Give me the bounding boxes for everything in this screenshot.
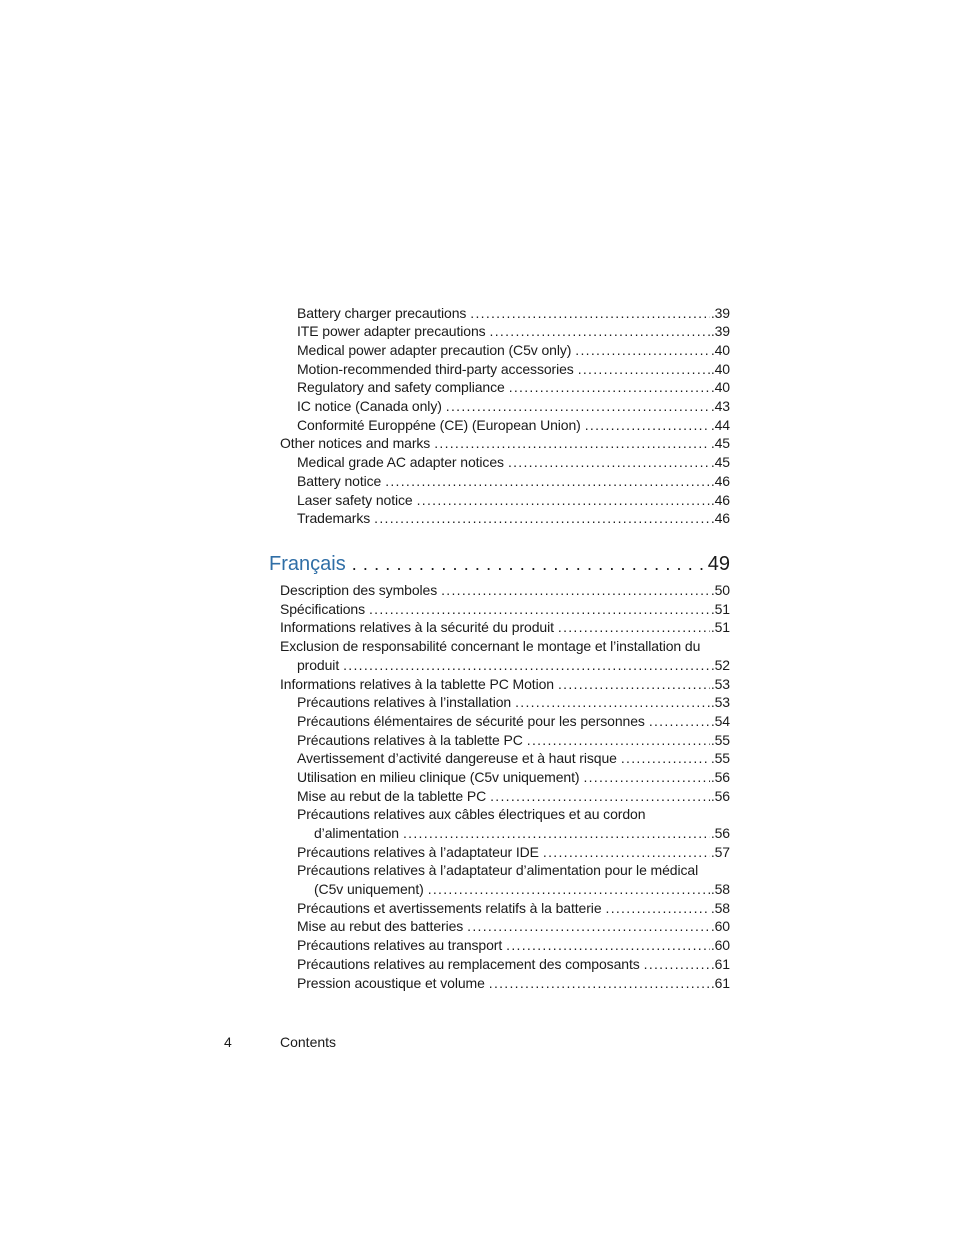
toc-entry-title: Laser safety notice — [297, 492, 413, 508]
toc-entry-page: .55 — [710, 732, 730, 748]
toc-entry-wrapped-line[interactable] — [280, 637, 730, 656]
toc-entry-title: Précautions relatives à l’adaptateur d’alimentation pour le médical — [297, 862, 699, 878]
toc-entry-page: .57 — [710, 844, 730, 860]
toc-entry[interactable] — [297, 712, 730, 731]
toc-entry-page: .56 — [710, 825, 730, 841]
toc-entry-page: .56 — [710, 769, 730, 785]
toc-section-heading[interactable] — [269, 553, 730, 581]
toc-entry-page: .46 — [710, 510, 730, 526]
toc-entry[interactable] — [297, 322, 730, 341]
toc-entry-page: .52 — [710, 657, 730, 673]
toc-entry-title: Trademarks — [297, 510, 371, 526]
toc-entry[interactable] — [297, 955, 730, 974]
dot-leader — [446, 397, 710, 416]
dot-leader — [508, 453, 710, 472]
dot-leader — [467, 917, 710, 936]
toc-entry-title: Précautions et avertissements relatifs à la batterie — [297, 900, 602, 916]
toc-entry-page: .45 — [710, 454, 730, 470]
toc-entry-title: Précautions relatives à l’installation — [297, 694, 512, 710]
toc-entry-page: .39 — [710, 323, 730, 339]
toc-entry-page: .56 — [710, 788, 730, 804]
dot-leader — [558, 675, 710, 694]
dot-leader — [585, 416, 710, 435]
dot-leader — [490, 322, 710, 341]
toc-entry-title: Mise au rebut des batteries — [297, 918, 464, 934]
toc-entry-title: (C5v uniquement) — [314, 881, 424, 897]
toc-entry[interactable] — [297, 360, 730, 379]
toc-entry[interactable] — [297, 656, 730, 675]
dot-leader — [509, 378, 710, 397]
toc-entry-title: Medical power adapter precaution (C5v only) — [297, 342, 572, 358]
toc-entry-wrapped-line[interactable] — [297, 805, 730, 824]
toc-entry-title: Medical grade AC adapter notices — [297, 454, 504, 470]
dot-leader — [352, 554, 706, 575]
page-number: 4 — [224, 1034, 232, 1050]
dot-leader — [606, 899, 710, 918]
footer-label: Contents — [280, 1034, 337, 1050]
toc-entry[interactable] — [297, 974, 730, 993]
toc-entry-page: .45 — [710, 435, 730, 451]
toc-entry-page: .40 — [710, 379, 730, 395]
dot-leader — [470, 304, 710, 323]
toc-entry-title: Précautions relatives aux câbles électriques et au cordon — [297, 806, 646, 822]
dot-leader — [490, 787, 710, 806]
toc-entry[interactable] — [297, 843, 730, 862]
toc-entry-page: .46 — [710, 492, 730, 508]
toc-entry[interactable] — [297, 509, 730, 528]
toc-entry[interactable] — [280, 675, 730, 694]
toc-entry[interactable] — [297, 453, 730, 472]
toc-entry[interactable] — [280, 618, 730, 637]
section-page: 49 — [707, 553, 730, 575]
toc-entry-page: .60 — [710, 937, 730, 953]
toc-entry-title: Battery notice — [297, 473, 382, 489]
dot-leader — [644, 955, 710, 974]
toc-entry[interactable] — [314, 880, 730, 899]
toc-entry[interactable] — [297, 899, 730, 918]
dot-leader — [428, 880, 710, 899]
dot-leader — [649, 712, 710, 731]
toc-entry[interactable] — [297, 378, 730, 397]
toc-entry-page: .39 — [710, 305, 730, 321]
toc-entry[interactable] — [297, 397, 730, 416]
dot-leader — [621, 749, 710, 768]
toc-entry[interactable] — [297, 491, 730, 510]
toc-entry[interactable] — [297, 731, 730, 750]
toc-entry-page: .51 — [710, 601, 730, 617]
dot-leader — [575, 341, 710, 360]
dot-leader — [558, 618, 710, 637]
toc-entry-title: Motion-recommended third-party accessories — [297, 361, 574, 377]
dot-leader — [527, 731, 710, 750]
dot-leader — [403, 824, 710, 843]
toc-entry-title: Regulatory and safety compliance — [297, 379, 505, 395]
toc-entry-title: Spécifications — [280, 601, 365, 617]
dot-leader — [374, 509, 710, 528]
dot-leader — [434, 434, 710, 453]
toc-entry-page: .43 — [710, 398, 730, 414]
dot-leader — [343, 656, 710, 675]
section-title: Français — [269, 553, 346, 575]
toc-entry-page: .55 — [710, 750, 730, 766]
toc-entry-title: Précautions élémentaires de sécurité pour les personnes — [297, 713, 645, 729]
toc-entry-page: .46 — [710, 473, 730, 489]
toc-entry[interactable] — [297, 341, 730, 360]
toc-entry-title: Other notices and marks — [280, 435, 431, 451]
toc-entry-title: Battery charger precautions — [297, 305, 467, 321]
toc-entry[interactable] — [297, 749, 730, 768]
dot-leader — [417, 491, 710, 510]
dot-leader — [441, 581, 710, 600]
toc-entry-title: IC notice (Canada only) — [297, 398, 442, 414]
dot-leader — [506, 936, 710, 955]
toc-entry-page: .44 — [710, 417, 730, 433]
toc-entry[interactable] — [297, 416, 730, 435]
toc-entry-title: d’alimentation — [314, 825, 399, 841]
toc-entry[interactable] — [314, 824, 730, 843]
dot-leader — [489, 974, 710, 993]
toc-entry-title: Pression acoustique et volume — [297, 975, 485, 991]
toc-entry-title: Précautions relatives au transport — [297, 937, 503, 953]
toc-entry-title: Précautions relatives à l’adaptateur IDE — [297, 844, 539, 860]
toc-entry-title: Exclusion de responsabilité concernant le montage et l’installation du — [280, 638, 701, 654]
toc-entry-page: .61 — [710, 975, 730, 991]
toc-entry-title: Informations relatives à la sécurité du produit — [280, 619, 554, 635]
toc-entry-title: Description des symboles — [280, 582, 438, 598]
toc-entry[interactable] — [297, 472, 730, 491]
dot-leader — [515, 693, 710, 712]
toc-entry[interactable] — [297, 917, 730, 936]
toc-entry-title: Conformité Europpéne (CE) (European Union) — [297, 417, 581, 433]
toc-entry-page: .54 — [710, 713, 730, 729]
dot-leader — [369, 600, 710, 619]
toc-entry[interactable] — [280, 581, 730, 600]
toc-entry-page: .51 — [710, 619, 730, 635]
toc-entry[interactable] — [297, 693, 730, 712]
toc-entry-page: .61 — [710, 956, 730, 972]
toc-entry-title: Précautions relatives au remplacement des composants — [297, 956, 640, 972]
toc-entry[interactable] — [297, 787, 730, 806]
toc-entry[interactable] — [297, 304, 730, 323]
dot-leader — [583, 768, 709, 787]
toc-entry[interactable] — [280, 434, 730, 453]
toc-entry-title: Mise au rebut de la tablette PC — [297, 788, 487, 804]
toc-entry-page: .58 — [710, 881, 730, 897]
toc-entry-page: .40 — [710, 361, 730, 377]
toc-entry-title: Précautions relatives à la tablette PC — [297, 732, 523, 748]
toc-entry-title: produit — [297, 657, 340, 673]
dot-leader — [385, 472, 710, 491]
toc-entry-title: Avertissement d’activité dangereuse et à haut risque — [297, 750, 617, 766]
toc-entry-page: .40 — [710, 342, 730, 358]
toc-entry-title: Utilisation en milieu clinique (C5v uniquement) — [297, 769, 580, 785]
toc-entry-wrapped-line[interactable] — [297, 861, 730, 880]
dot-leader — [578, 360, 710, 379]
toc-entry[interactable] — [280, 600, 730, 619]
toc-entry-title: ITE power adapter precautions — [297, 323, 486, 339]
toc-entry[interactable] — [297, 768, 730, 787]
dot-leader — [543, 843, 710, 862]
toc-entry-title: Informations relatives à la tablette PC Motion — [280, 676, 554, 692]
toc-entry-page: .53 — [710, 694, 730, 710]
toc-entry-page: .53 — [710, 676, 730, 692]
toc-entry-page: .60 — [710, 918, 730, 934]
toc-entry[interactable] — [297, 936, 730, 955]
toc-entry-page: .50 — [710, 582, 730, 598]
toc-entry-page: .58 — [710, 900, 730, 916]
